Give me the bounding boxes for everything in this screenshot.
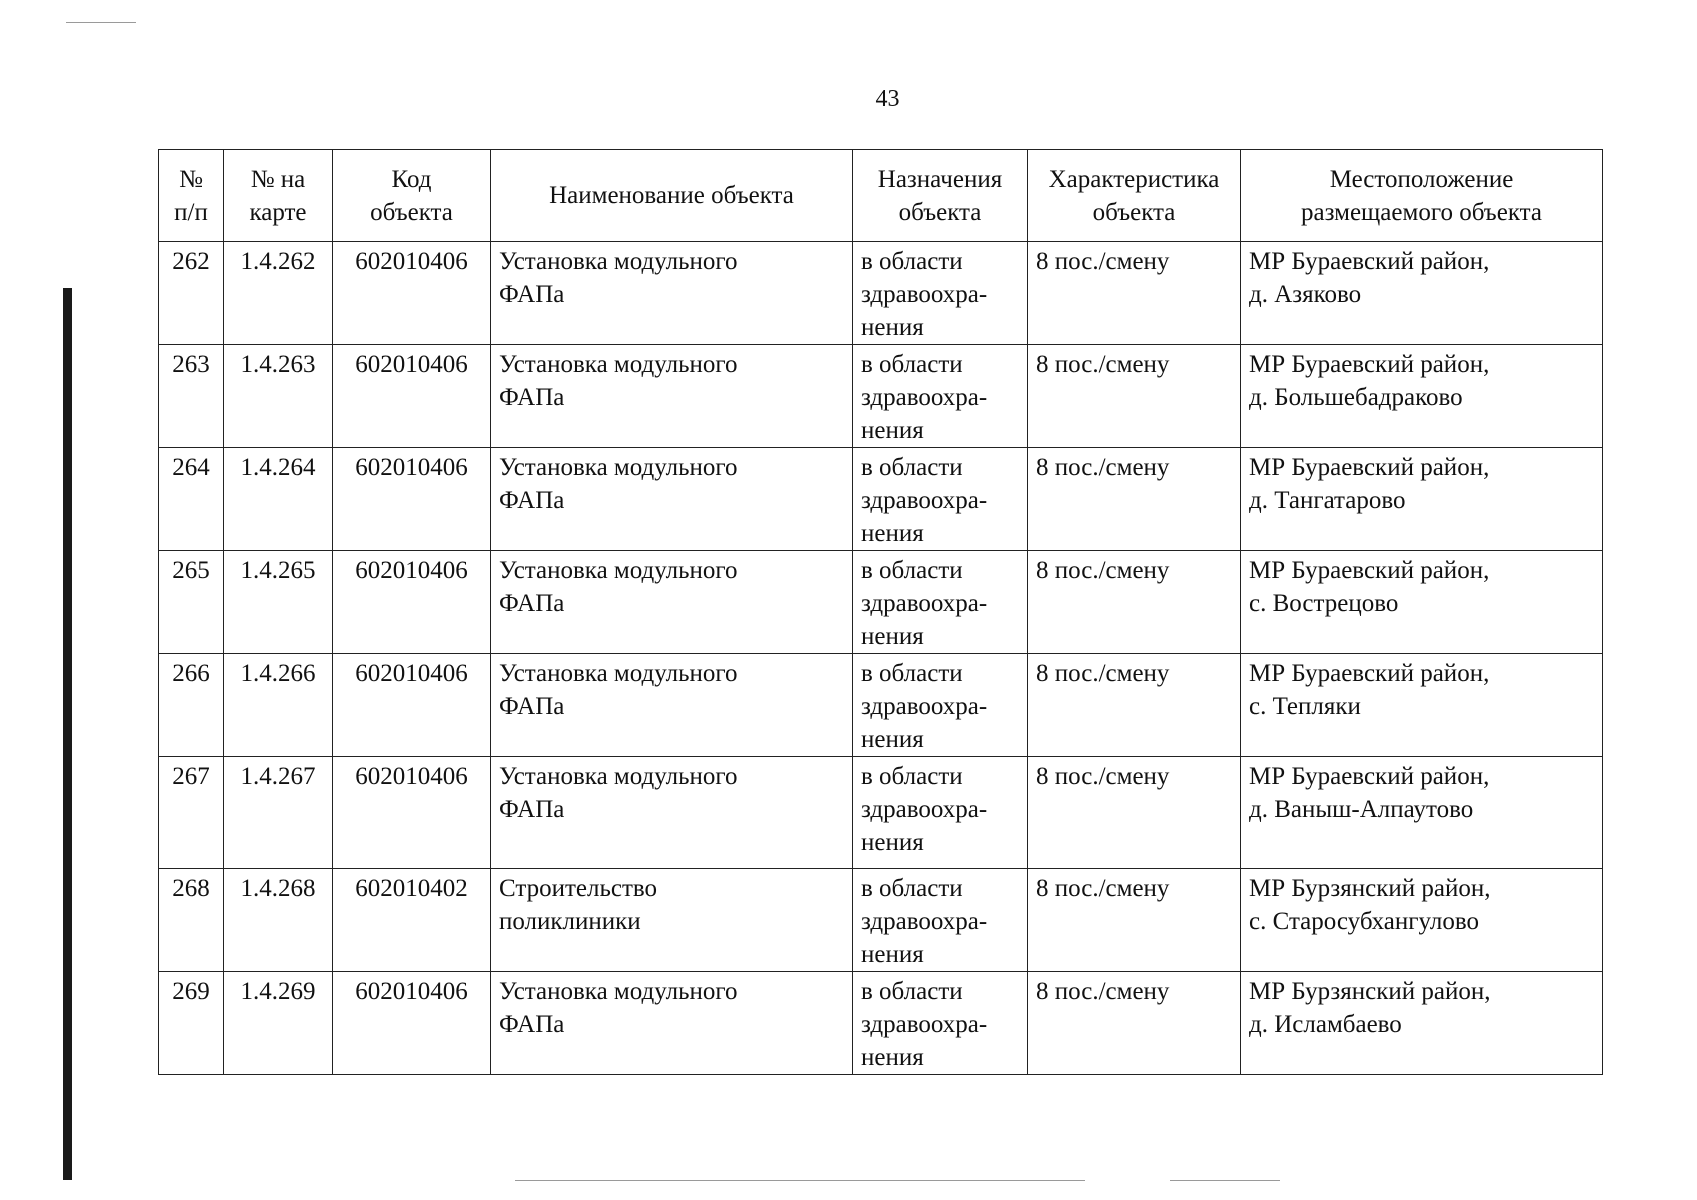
cell-map-number — [224, 448, 333, 551]
characteristic-text: 8 пос./смену — [1036, 454, 1170, 481]
purpose-line: в области — [861, 454, 963, 481]
location-line: МР Бурзянский район, — [1249, 978, 1491, 1005]
page-number: 43 — [875, 86, 900, 112]
cell-row-number — [159, 242, 224, 345]
purpose-line: нения — [861, 829, 924, 856]
table-row — [159, 757, 1603, 869]
location-line: с. Старосубхангулово — [1249, 908, 1480, 935]
object-name-line: ФАПа — [499, 590, 565, 617]
object-code-text: 602010406 — [355, 978, 468, 1005]
location-line: д. Большебадраково — [1249, 384, 1463, 411]
purpose-line: здравоохра- — [861, 384, 988, 411]
cell-location — [1241, 972, 1603, 1075]
cell-object-name — [491, 242, 853, 345]
scan-binding-shadow — [63, 288, 72, 1180]
cell-object-code — [333, 345, 491, 448]
table-header-row — [159, 150, 1603, 242]
object-code-text: 602010406 — [355, 660, 468, 687]
cell-map-number — [224, 869, 333, 972]
header-num: № п/п — [159, 150, 224, 242]
header-purpose: Назначения объекта — [853, 150, 1028, 242]
cell-characteristic — [1028, 551, 1241, 654]
object-name-line: ФАПа — [499, 384, 565, 411]
object-name-line: ФАПа — [499, 796, 565, 823]
purpose-line: здравоохра- — [861, 487, 988, 514]
location-line: МР Бураевский район, — [1249, 763, 1490, 790]
cell-object-name — [491, 345, 853, 448]
object-name-line: поликлиники — [499, 908, 641, 935]
table-row — [159, 972, 1603, 1075]
purpose-line: здравоохра- — [861, 908, 988, 935]
characteristic-text: 8 пос./смену — [1036, 875, 1170, 902]
location-line: МР Бураевский район, — [1249, 660, 1490, 687]
cell-purpose — [853, 654, 1028, 757]
object-code-text: 602010406 — [355, 454, 468, 481]
cell-row-number — [159, 972, 224, 1075]
location-line: д. Исламбаево — [1249, 1011, 1402, 1038]
cell-characteristic — [1028, 345, 1241, 448]
cell-object-name — [491, 654, 853, 757]
map-number-text: 1.4.267 — [240, 763, 316, 790]
location-line: МР Бураевский район, — [1249, 557, 1490, 584]
object-code-text: 602010406 — [355, 763, 468, 790]
scan-edge-line — [515, 1180, 1085, 1181]
characteristic-text: 8 пос./смену — [1036, 351, 1170, 378]
cell-map-number — [224, 345, 333, 448]
location-line: МР Бураевский район, — [1249, 351, 1490, 378]
purpose-line: в области — [861, 351, 963, 378]
table-row — [159, 345, 1603, 448]
cell-map-number — [224, 654, 333, 757]
cell-location — [1241, 869, 1603, 972]
characteristic-text: 8 пос./смену — [1036, 978, 1170, 1005]
row-number-text: 263 — [172, 351, 210, 378]
scan-edge-line — [1170, 1180, 1280, 1181]
cell-purpose — [853, 972, 1028, 1075]
cell-purpose — [853, 448, 1028, 551]
characteristic-text: 8 пос./смену — [1036, 763, 1170, 790]
purpose-line: в области — [861, 557, 963, 584]
row-number-text: 268 — [172, 875, 210, 902]
cell-characteristic — [1028, 972, 1241, 1075]
object-name-line: ФАПа — [499, 693, 565, 720]
cell-characteristic — [1028, 757, 1241, 869]
map-number-text: 1.4.268 — [240, 875, 316, 902]
object-name-line: Установка модульного — [499, 248, 738, 275]
cell-characteristic — [1028, 869, 1241, 972]
cell-object-name — [491, 972, 853, 1075]
object-name-line: ФАПа — [499, 281, 565, 308]
purpose-line: здравоохра- — [861, 590, 988, 617]
purpose-line: в области — [861, 248, 963, 275]
cell-object-name — [491, 869, 853, 972]
cell-purpose — [853, 869, 1028, 972]
object-code-text: 602010406 — [355, 248, 468, 275]
location-line: д. Азяково — [1249, 281, 1362, 308]
map-number-text: 1.4.263 — [240, 351, 316, 378]
purpose-line: в области — [861, 660, 963, 687]
cell-row-number — [159, 654, 224, 757]
cell-purpose — [853, 345, 1028, 448]
object-name-line: Установка модульного — [499, 660, 738, 687]
cell-characteristic — [1028, 242, 1241, 345]
cell-object-code — [333, 869, 491, 972]
purpose-line: нения — [861, 623, 924, 650]
object-name-line: Установка модульного — [499, 557, 738, 584]
object-name-line: Установка модульного — [499, 978, 738, 1005]
cell-location — [1241, 551, 1603, 654]
cell-purpose — [853, 551, 1028, 654]
cell-map-number — [224, 551, 333, 654]
cell-row-number — [159, 551, 224, 654]
table-row — [159, 869, 1603, 972]
row-number-text: 264 — [172, 454, 210, 481]
characteristic-text: 8 пос./смену — [1036, 660, 1170, 687]
header-object-code: Код объекта — [333, 150, 491, 242]
row-number-text: 266 — [172, 660, 210, 687]
header-location: Местоположение размещаемого объекта — [1241, 150, 1603, 242]
object-name-line: Установка модульного — [499, 763, 738, 790]
row-number-text: 262 — [172, 248, 210, 275]
purpose-line: нения — [861, 941, 924, 968]
cell-row-number — [159, 757, 224, 869]
cell-row-number — [159, 869, 224, 972]
location-line: МР Бураевский район, — [1249, 248, 1490, 275]
location-line: д. Тангатарово — [1249, 487, 1406, 514]
object-name-line: ФАПа — [499, 487, 565, 514]
cell-characteristic — [1028, 654, 1241, 757]
objects-table — [158, 149, 1603, 1075]
row-number-text: 265 — [172, 557, 210, 584]
purpose-line: здравоохра- — [861, 693, 988, 720]
header-characteristic: Характеристика объекта — [1028, 150, 1241, 242]
cell-object-code — [333, 654, 491, 757]
cell-purpose — [853, 757, 1028, 869]
purpose-line: нения — [861, 726, 924, 753]
purpose-line: здравоохра- — [861, 281, 988, 308]
cell-object-code — [333, 757, 491, 869]
cell-location — [1241, 345, 1603, 448]
cell-row-number — [159, 448, 224, 551]
map-number-text: 1.4.269 — [240, 978, 316, 1005]
location-line: МР Бурзянский район, — [1249, 875, 1491, 902]
cell-location — [1241, 448, 1603, 551]
purpose-line: нения — [861, 1044, 924, 1071]
cell-location — [1241, 654, 1603, 757]
cell-map-number — [224, 972, 333, 1075]
cell-location — [1241, 242, 1603, 345]
location-line: с. Тепляки — [1249, 693, 1361, 720]
characteristic-text: 8 пос./смену — [1036, 248, 1170, 275]
cell-object-code — [333, 242, 491, 345]
object-name-line: Строительство — [499, 875, 658, 902]
object-name-line: Установка модульного — [499, 351, 738, 378]
location-line: с. Вострецово — [1249, 590, 1399, 617]
purpose-line: в области — [861, 763, 963, 790]
row-number-text: 267 — [172, 763, 210, 790]
header-map-number: № на карте — [224, 150, 333, 242]
object-name-line: ФАПа — [499, 1011, 565, 1038]
table-row — [159, 551, 1603, 654]
purpose-line: в области — [861, 978, 963, 1005]
table-row — [159, 448, 1603, 551]
cell-location — [1241, 757, 1603, 869]
cell-object-name — [491, 551, 853, 654]
table-row — [159, 242, 1603, 345]
purpose-line: здравоохра- — [861, 1011, 988, 1038]
cell-map-number — [224, 757, 333, 869]
location-line: д. Ваныш-Алпаутово — [1249, 796, 1474, 823]
cell-object-name — [491, 757, 853, 869]
cell-characteristic — [1028, 448, 1241, 551]
cell-purpose — [853, 242, 1028, 345]
cell-row-number — [159, 345, 224, 448]
map-number-text: 1.4.266 — [240, 660, 316, 687]
purpose-line: нения — [861, 520, 924, 547]
purpose-line: здравоохра- — [861, 796, 988, 823]
purpose-line: в области — [861, 875, 963, 902]
object-code-text: 602010406 — [355, 351, 468, 378]
cell-map-number — [224, 242, 333, 345]
row-number-text: 269 — [172, 978, 210, 1005]
object-code-text: 602010402 — [355, 875, 468, 902]
characteristic-text: 8 пос./смену — [1036, 557, 1170, 584]
purpose-line: нения — [861, 417, 924, 444]
map-number-text: 1.4.262 — [240, 248, 316, 275]
header-object-name: Наименование объекта — [491, 150, 853, 242]
cell-object-code — [333, 972, 491, 1075]
table-body — [159, 242, 1603, 1075]
cell-object-code — [333, 448, 491, 551]
object-code-text: 602010406 — [355, 557, 468, 584]
table-row — [159, 654, 1603, 757]
object-name-line: Установка модульного — [499, 454, 738, 481]
purpose-line: нения — [861, 314, 924, 341]
scan-edge-line — [66, 22, 136, 23]
location-line: МР Бураевский район, — [1249, 454, 1490, 481]
cell-object-name — [491, 448, 853, 551]
map-number-text: 1.4.264 — [240, 454, 316, 481]
map-number-text: 1.4.265 — [240, 557, 316, 584]
cell-object-code — [333, 551, 491, 654]
